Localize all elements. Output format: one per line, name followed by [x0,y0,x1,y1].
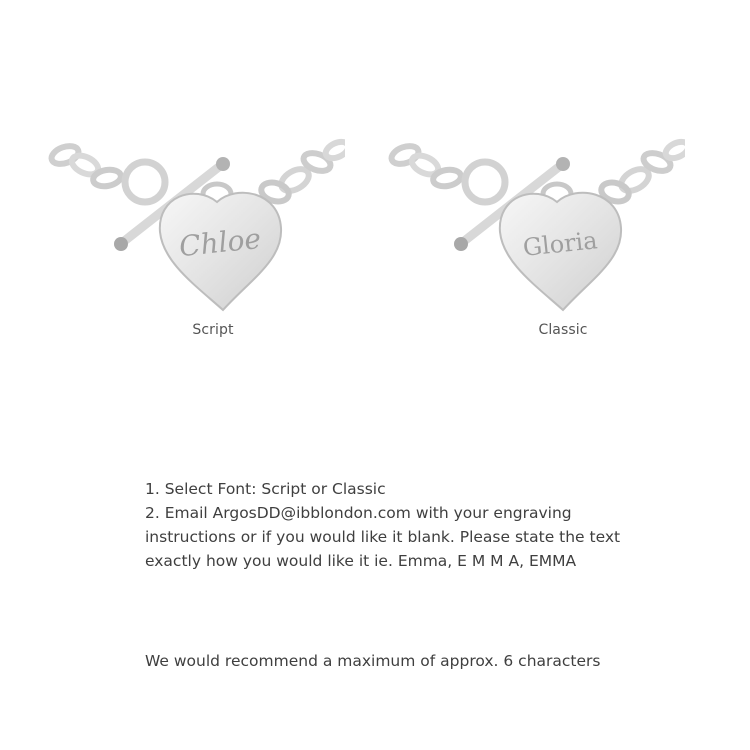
toggle-ring [125,162,165,202]
font-label-classic: Classic [538,322,588,338]
instruction-step-1: 1. Select Font: Script or Classic [145,480,386,498]
product-classic [385,110,685,350]
chain-left [389,143,462,189]
engraving-classic: Gloria [521,226,599,262]
chain-left [49,143,122,189]
chain-right [259,139,345,205]
character-recommendation: We would recommend a maximum of approx. 6 characters [145,652,601,670]
engraving-script: Chloe [177,221,263,264]
font-label-script: Script [192,322,234,338]
bracelet-script-image [45,110,345,350]
instruction-step-2-line-3: exactly how you would like it ie. Emma, E M M A, EMMA [145,552,577,570]
instruction-step-2-line-2: instructions or if you would like it blank. Please state the text [145,528,621,546]
product-script [45,110,345,350]
engraving-instructions [145,477,665,573]
bracelet-classic-image [385,110,685,350]
chain-right [599,139,685,205]
instruction-step-2-line-1: 2. Email ArgosDD@ibblondon.com with your engraving [145,504,572,522]
toggle-ring [465,162,505,202]
